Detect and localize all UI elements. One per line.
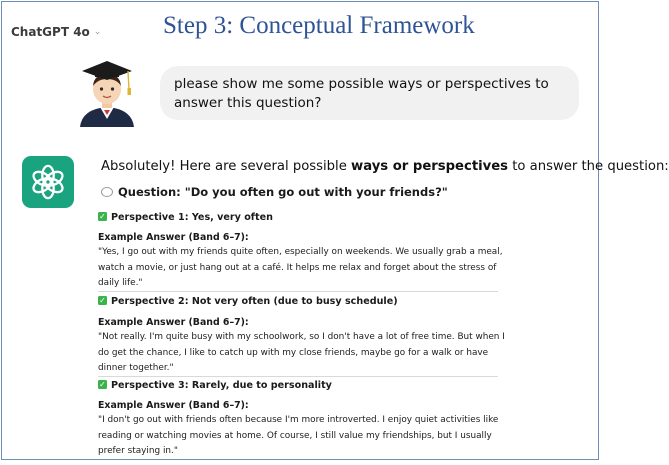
example-answer: "Yes, I go out with my friends quite often, especially on weekends. We usually grab a meal, watch a movie, or just hang out at a café. It helps me relax and forget about the stress of daily life." [98, 247, 503, 288]
graduate-avatar-icon [74, 57, 140, 127]
perspective-heading [98, 296, 398, 307]
model-selector[interactable] [11, 25, 101, 39]
example-answer: "I don't go out with friends often because I'm more introverted. I enjoy quiet activities like reading or watching movies at home. Of course, I still value my friendships, but I usually prefer staying in." [98, 415, 499, 456]
intro-text-end: to answer the question: [508, 159, 669, 174]
perspective-title: Perspective 1: Yes, very often [111, 212, 273, 223]
intro-text: Absolutely! Here are several possible [101, 159, 352, 174]
example-label: Example Answer (Band 6–7): [98, 232, 249, 243]
check-box-icon: ✓ [99, 212, 106, 221]
check-box-icon: ✓ [99, 296, 106, 305]
assistant-intro [101, 159, 669, 174]
example-label: Example Answer (Band 6–7): [98, 317, 249, 328]
divider [98, 291, 498, 292]
perspective-title: Perspective 3: Rarely, due to personality [111, 380, 332, 391]
perspective-title: Perspective 2: Not very often (due to busy schedule) [111, 296, 398, 307]
openai-logo-icon [22, 156, 74, 208]
example-label: Example Answer (Band 6–7): [98, 400, 249, 411]
intro-bold-text: ways or perspectives [351, 159, 509, 174]
question-line [101, 185, 448, 199]
check-box-icon: ✓ [99, 380, 106, 389]
speech-bubble-icon [101, 187, 113, 197]
perspective-heading [98, 380, 332, 391]
divider [98, 376, 498, 377]
user-message-bubble: please show me some possible ways or perspectives to answer this question? [160, 66, 579, 120]
question-text: Question: "Do you often go out with your friends?" [118, 185, 448, 199]
screenshot-frame [1, 1, 669, 460]
example-answer: "Not really. I'm quite busy with my schoolwork, so I don't have a lot of free time. But when I do get the chance, I like to catch up with my close friends, maybe go for a walk or have dinner together." [98, 332, 505, 373]
model-name: ChatGPT 4o [11, 25, 90, 39]
slide-title: Step 3: Conceptual Framework [163, 12, 475, 39]
chevron-down-icon: ⌄ [93, 27, 102, 37]
perspective-heading [98, 212, 273, 223]
